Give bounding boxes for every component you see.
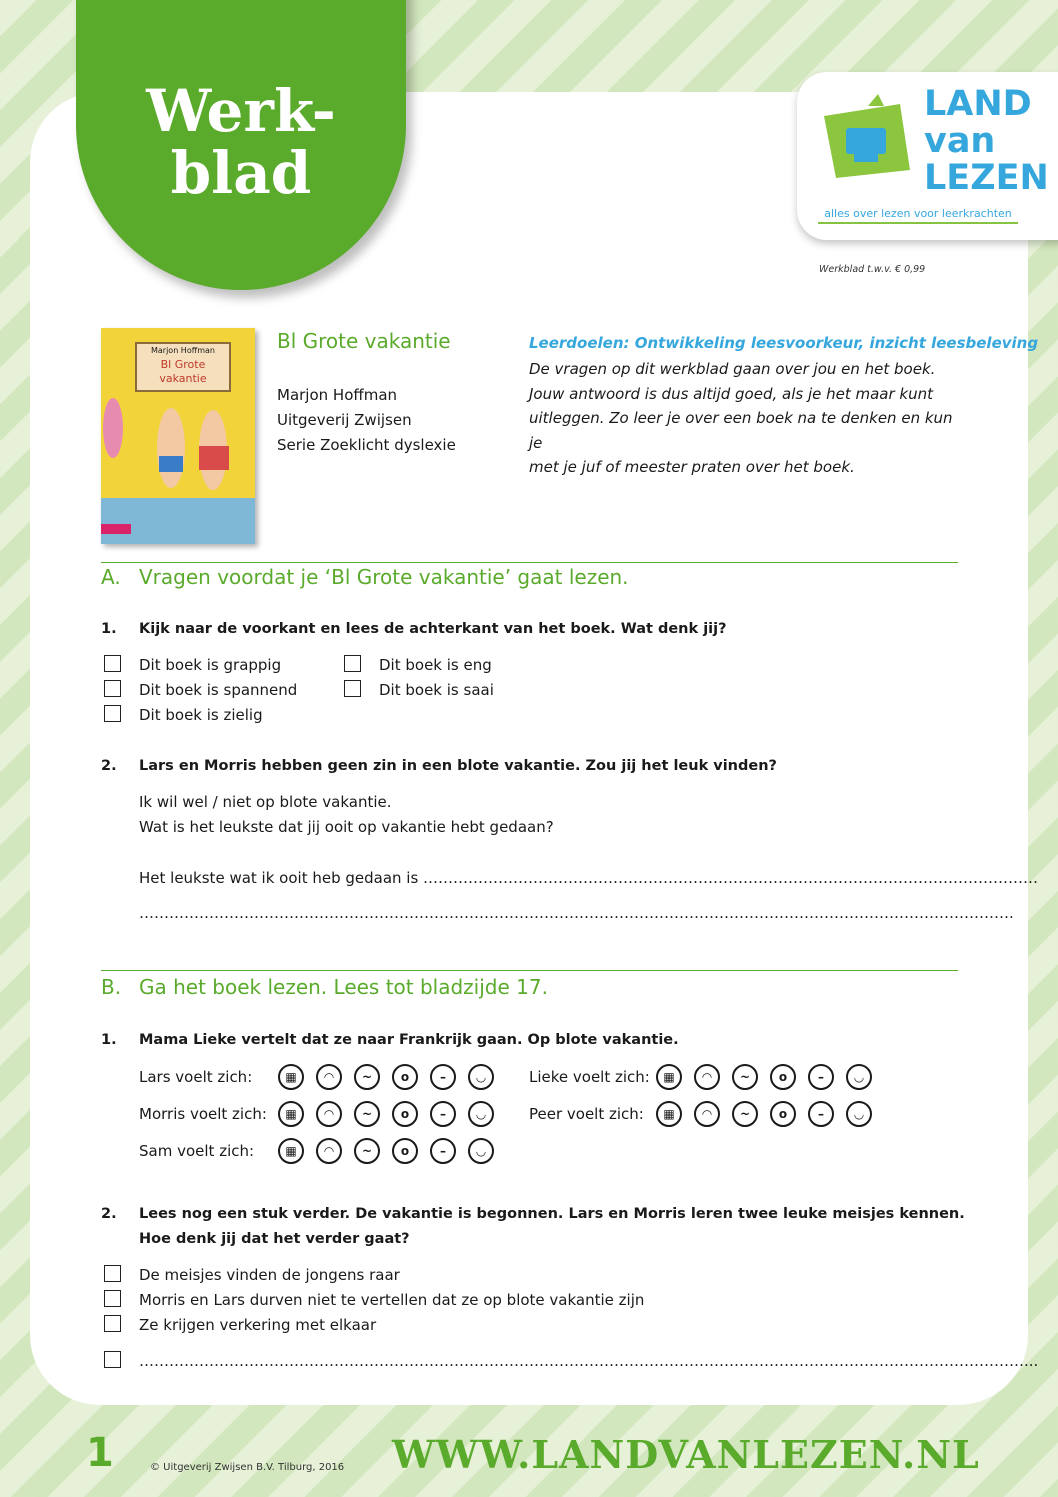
- face-grimace-icon[interactable]: ▦: [278, 1138, 304, 1164]
- face-row-lars: [278, 1064, 494, 1090]
- book-title: Bl Grote vakantie: [277, 329, 451, 353]
- face-surprised-icon[interactable]: o: [392, 1101, 418, 1127]
- feeling-label-lars: Lars voelt zich:: [139, 1068, 253, 1086]
- face-sad-icon[interactable]: ◠: [316, 1064, 342, 1090]
- face-sad-icon[interactable]: ◠: [316, 1101, 342, 1127]
- face-neutral-icon[interactable]: –: [808, 1064, 834, 1090]
- logo-text: LAND van LEZEN: [924, 84, 1049, 198]
- face-neutral-icon[interactable]: –: [430, 1064, 456, 1090]
- section-divider: [101, 562, 958, 563]
- face-confused-icon[interactable]: ~: [354, 1064, 380, 1090]
- goals-text: De vragen op dit werkblad gaan over jou en het boek. Jouw antwoord is dus altijd goed, als je het maar kunt uitleggen. Zo leer je over een boek na te denken en kun je met je juf of meester praten over het boek.: [529, 360, 953, 476]
- option-label: Dit boek is grappig: [139, 656, 282, 674]
- feeling-label-sam: Sam voelt zich:: [139, 1142, 255, 1160]
- option-label: Dit boek is spannend: [139, 681, 298, 699]
- option-label: Dit boek is zielig: [139, 706, 263, 724]
- feeling-label-morris: Morris voelt zich:: [139, 1105, 267, 1123]
- face-happy-icon[interactable]: ◡: [846, 1064, 872, 1090]
- face-row-peer: [656, 1101, 872, 1127]
- face-neutral-icon[interactable]: –: [808, 1101, 834, 1127]
- face-sad-icon[interactable]: ◠: [316, 1138, 342, 1164]
- face-surprised-icon[interactable]: o: [770, 1101, 796, 1127]
- copyright: © Uitgeverij Zwijsen B.V. Tilburg, 2016: [150, 1462, 345, 1473]
- answer-line[interactable]: ………………………………………………………………………………………………………………………………………………………….: [139, 904, 1014, 922]
- option-label: Dit boek is eng: [379, 656, 492, 674]
- section-divider: [101, 970, 958, 971]
- tv-logo-icon: [818, 92, 918, 192]
- face-confused-icon[interactable]: ~: [354, 1138, 380, 1164]
- page-title: Werk- blad: [146, 77, 336, 207]
- face-confused-icon[interactable]: ~: [354, 1101, 380, 1127]
- checkbox-grappig[interactable]: [104, 655, 121, 672]
- feeling-label-peer: Peer voelt zich:: [529, 1105, 644, 1123]
- book-author: Marjon Hoffman: [277, 386, 398, 404]
- answer-line[interactable]: ……………………………………………………………………………………………………………………………………………………………...: [139, 1352, 1039, 1370]
- face-happy-icon[interactable]: ◡: [468, 1138, 494, 1164]
- face-confused-icon[interactable]: ~: [732, 1101, 758, 1127]
- question-text: Wat is het leukste dat jij ooit op vakantie hebt gedaan?: [139, 818, 554, 836]
- face-grimace-icon[interactable]: ▦: [656, 1101, 682, 1127]
- checkbox-spannend[interactable]: [104, 680, 121, 697]
- option-label: De meisjes vinden de jongens raar: [139, 1266, 400, 1284]
- face-sad-icon[interactable]: ◠: [694, 1064, 720, 1090]
- book-meta: [277, 383, 456, 458]
- face-grimace-icon[interactable]: ▦: [278, 1101, 304, 1127]
- option-label: Morris en Lars durven niet te vertellen dat ze op blote vakantie zijn: [139, 1291, 645, 1309]
- checkbox-option-other[interactable]: [104, 1351, 121, 1368]
- checkbox-option-2[interactable]: [104, 1290, 121, 1307]
- checkbox-saai[interactable]: [344, 680, 361, 697]
- checkbox-eng[interactable]: [344, 655, 361, 672]
- face-grimace-icon[interactable]: ▦: [278, 1064, 304, 1090]
- cover-title-sign: Marjon Hoffman Bl Grote vakantie: [135, 342, 231, 392]
- option-label: Dit boek is saai: [379, 681, 494, 699]
- face-surprised-icon[interactable]: o: [392, 1064, 418, 1090]
- answer-choice-text: Ik wil wel / niet op blote vakantie.: [139, 793, 392, 811]
- option-label: Ze krijgen verkering met elkaar: [139, 1316, 377, 1334]
- section-a-heading: A. Vragen voordat je ‘Bl Grote vakantie’ gaat lezen.: [101, 565, 629, 589]
- goals-title: Leerdoelen: Ontwikkeling leesvoorkeur, inzicht leesbeleving: [529, 334, 1039, 352]
- feeling-label-lieke: Lieke voelt zich:: [529, 1068, 650, 1086]
- face-surprised-icon[interactable]: o: [770, 1064, 796, 1090]
- page-number: 1: [86, 1430, 114, 1476]
- face-row-lieke: [656, 1064, 872, 1090]
- book-publisher: Uitgeverij Zwijsen: [277, 411, 412, 429]
- logo-tagline: alles over lezen voor leerkrachten: [818, 207, 1018, 224]
- face-happy-icon[interactable]: ◡: [468, 1101, 494, 1127]
- website-link[interactable]: WWW.LANDVANLEZEN.NL: [392, 1432, 980, 1477]
- checkbox-zielig[interactable]: [104, 705, 121, 722]
- checkbox-option-3[interactable]: [104, 1315, 121, 1332]
- face-happy-icon[interactable]: ◡: [846, 1101, 872, 1127]
- face-neutral-icon[interactable]: –: [430, 1101, 456, 1127]
- face-row-sam: [278, 1138, 494, 1164]
- face-surprised-icon[interactable]: o: [392, 1138, 418, 1164]
- checkbox-option-1[interactable]: [104, 1265, 121, 1282]
- face-grimace-icon[interactable]: ▦: [656, 1064, 682, 1090]
- face-neutral-icon[interactable]: –: [430, 1138, 456, 1164]
- face-happy-icon[interactable]: ◡: [468, 1064, 494, 1090]
- face-sad-icon[interactable]: ◠: [694, 1101, 720, 1127]
- price-note: Werkblad t.w.v. € 0,99: [819, 264, 926, 275]
- section-b-heading: B. Ga het boek lezen. Lees tot bladzijde 17.: [101, 975, 548, 999]
- face-row-morris: [278, 1101, 494, 1127]
- book-series: Serie Zoeklicht dyslexie: [277, 436, 456, 454]
- answer-line[interactable]: Het leukste wat ik ooit heb gedaan is ……………………………………………………………………………………………………………: [139, 869, 1039, 887]
- face-confused-icon[interactable]: ~: [732, 1064, 758, 1090]
